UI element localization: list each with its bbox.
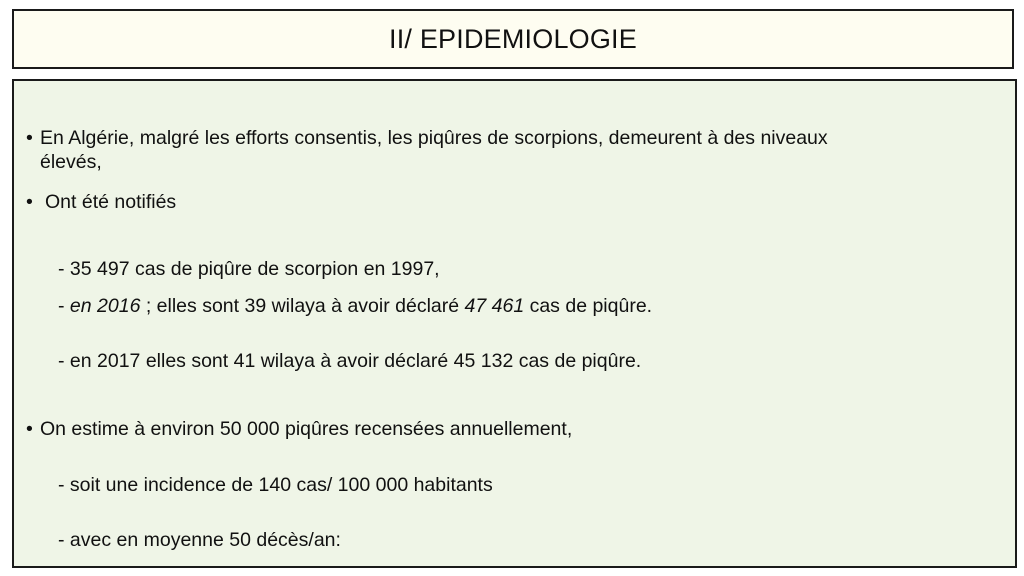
sub-item-2016-dash: - (58, 295, 70, 317)
sub-item-deaths: - avec en moyenne 50 décès/an: (58, 529, 341, 551)
sub-item-incidence: - soit une incidence de 140 cas/ 100 000 habitants (58, 474, 493, 496)
bullet-dot-3: • (26, 418, 33, 440)
sub-item-1997: - 35 497 cas de piqûre de scorpion en 1997, (58, 258, 440, 280)
bullet-1-line-1: En Algérie, malgré les efforts consentis, les piqûres de scorpions, demeurent à des niveaux (40, 127, 828, 149)
sub-item-2016 (58, 294, 652, 318)
bullet-dot-2: • (26, 191, 33, 213)
title-box (12, 9, 1014, 69)
bullet-2-text: Ont été notifiés (45, 191, 177, 213)
sub-item-2016-count: 47 461 (464, 295, 525, 317)
slide-title: II/ EPIDEMIOLOGIE (389, 23, 637, 54)
sub-item-2016-end: cas de piqûre. (524, 295, 653, 317)
content-box (12, 79, 1017, 568)
sub-item-2016-middle: ; elles sont 39 wilaya à avoir déclaré (140, 295, 465, 317)
bullet-1-line-2: élevés, (40, 151, 102, 173)
bullet-dot-1: • (26, 127, 33, 149)
sub-item-2017: - en 2017 elles sont 41 wilaya à avoir déclaré 45 132 cas de piqûre. (58, 350, 642, 372)
sub-item-2016-year: en 2016 (69, 295, 141, 317)
bullet-3-text: On estime à environ 50 000 piqûres recensées annuellement, (40, 418, 573, 440)
